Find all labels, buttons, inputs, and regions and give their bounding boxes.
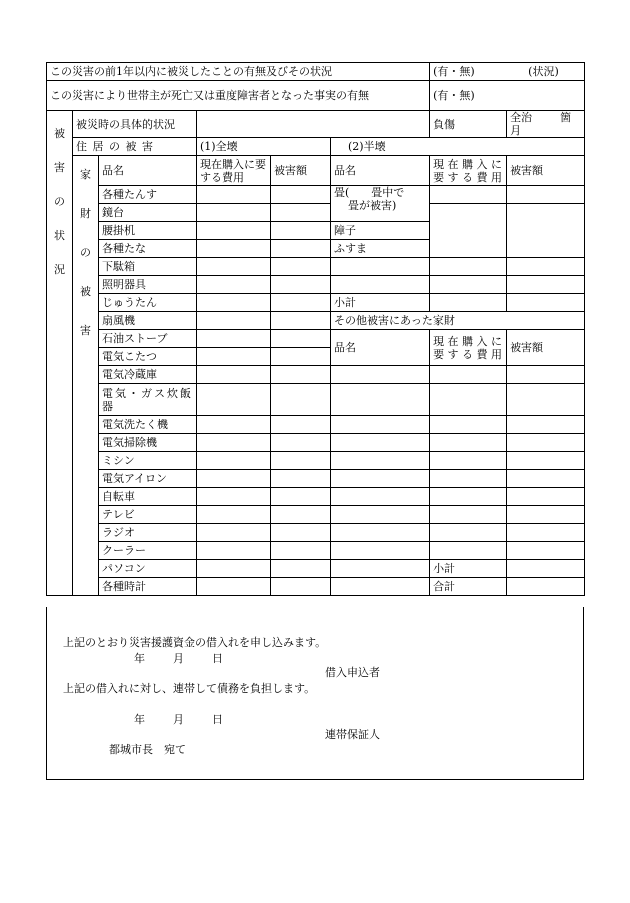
item-name: 電気・ガス炊飯器	[99, 384, 197, 416]
damage-side-label: 被 害 の 状 況	[47, 111, 73, 596]
damage-table	[46, 62, 585, 596]
damage-cell[interactable]	[271, 506, 331, 524]
damage-cell[interactable]	[507, 276, 585, 294]
half-destruction-option[interactable]: (2)半壊	[331, 138, 585, 156]
damage-cell[interactable]	[271, 542, 331, 560]
table-row	[47, 384, 585, 416]
damage-cell[interactable]	[507, 416, 585, 434]
cost-cell[interactable]	[197, 240, 271, 258]
cost-cell[interactable]	[197, 348, 271, 366]
item-name: 各種たんす	[99, 186, 197, 204]
date-line-1[interactable]: 年 月 日	[134, 652, 223, 665]
item-name: 障子	[331, 222, 430, 240]
cost-cell[interactable]	[430, 434, 507, 452]
damage-cell[interactable]	[271, 294, 331, 312]
applicant-label: 借入申込者	[325, 666, 380, 679]
cost-cell[interactable]	[430, 276, 507, 294]
cost-cell[interactable]	[197, 488, 271, 506]
subtotal-label: 小計	[331, 294, 430, 312]
damage-cell[interactable]	[507, 506, 585, 524]
table-row	[47, 506, 585, 524]
other-items-label: その他被害にあった家財	[331, 312, 585, 330]
concrete-field[interactable]	[197, 111, 430, 138]
damage-cell[interactable]	[271, 578, 331, 596]
damage-cell[interactable]	[507, 434, 585, 452]
item-name: パソコン	[99, 560, 197, 578]
damage-cell[interactable]	[271, 434, 331, 452]
date-line-2[interactable]: 年 月 日	[134, 713, 223, 726]
table-row	[47, 204, 585, 222]
addressee: 都城市長 宛て	[109, 743, 186, 756]
cost-cell[interactable]	[197, 416, 271, 434]
cost-cell[interactable]	[430, 384, 507, 416]
table-row	[47, 524, 585, 542]
table-row	[47, 578, 585, 596]
item-name[interactable]	[331, 560, 430, 578]
table-row	[47, 416, 585, 434]
damage-cell[interactable]	[271, 186, 331, 204]
guarantor-label: 連帯保証人	[325, 728, 380, 741]
item-name: テレビ	[99, 506, 197, 524]
damage-cell[interactable]	[271, 330, 331, 348]
damage-cell[interactable]	[271, 312, 331, 330]
loan-text: 上記のとおり災害援護資金の借入れを申し込みます。	[63, 636, 327, 649]
item-name: 腰掛机	[99, 222, 197, 240]
tatami-item: 畳( 畳中で 畳が被害)	[331, 186, 430, 222]
item-name: ふすま	[331, 240, 430, 258]
damage-cell[interactable]	[507, 294, 585, 312]
item-name[interactable]	[331, 452, 430, 470]
item-name: じゅうたん	[99, 294, 197, 312]
previous-disaster-field[interactable]	[430, 63, 585, 81]
item-name: 石油ストーブ	[99, 330, 197, 348]
damage-cell[interactable]	[271, 222, 331, 240]
cost-cell[interactable]	[197, 330, 271, 348]
item-name: 下駄箱	[99, 258, 197, 276]
col-damage-header: 被害額	[271, 156, 331, 186]
damage-cell[interactable]	[271, 384, 331, 416]
item-name[interactable]	[331, 542, 430, 560]
item-name[interactable]	[331, 276, 430, 294]
damage-cell[interactable]	[507, 452, 585, 470]
cost-cell[interactable]	[430, 506, 507, 524]
cost-cell[interactable]	[430, 452, 507, 470]
recovery-field[interactable]: 全治 箇月	[507, 111, 585, 138]
cost-cell[interactable]	[197, 186, 271, 204]
item-name: 自転車	[99, 488, 197, 506]
damage-cell[interactable]	[271, 488, 331, 506]
cost-cell[interactable]	[197, 276, 271, 294]
death-injury-row	[47, 81, 585, 111]
injury-label: 負傷	[430, 111, 507, 138]
table-row	[47, 470, 585, 488]
col-damage-header-other: 被害額	[507, 330, 585, 366]
damage-cell[interactable]	[271, 470, 331, 488]
damage-cell[interactable]	[271, 560, 331, 578]
residence-label: 住 居 の 被 害	[73, 138, 197, 156]
item-name[interactable]	[331, 506, 430, 524]
cost-cell[interactable]	[197, 222, 271, 240]
damage-cell[interactable]	[507, 204, 585, 258]
damage-cell[interactable]	[271, 276, 331, 294]
full-destruction-option[interactable]: (1)全壊	[197, 138, 331, 156]
table-row	[47, 366, 585, 384]
cost-cell[interactable]	[197, 384, 271, 416]
col-cost-header: 現在購入に要する費用	[197, 156, 271, 186]
damage-cell[interactable]	[507, 366, 585, 384]
col-cost-header-other: 現 在 購 入 に 要 す る 費 用	[430, 330, 507, 366]
damage-cell[interactable]	[507, 186, 585, 204]
item-name: 各種たな	[99, 240, 197, 258]
item-name: 電気洗たく機	[99, 416, 197, 434]
cost-cell[interactable]	[430, 488, 507, 506]
damage-cell[interactable]	[271, 366, 331, 384]
table-row	[47, 330, 585, 348]
cost-cell[interactable]	[197, 542, 271, 560]
item-name[interactable]	[331, 524, 430, 542]
table-row	[47, 560, 585, 578]
damage-cell[interactable]	[507, 488, 585, 506]
cost-cell[interactable]	[197, 204, 271, 222]
household-side-label: 家 財 の 被 害	[73, 156, 99, 596]
cost-cell[interactable]	[430, 294, 507, 312]
col-item-header: 品名	[99, 156, 197, 186]
damage-cell[interactable]	[507, 384, 585, 416]
cost-cell[interactable]	[197, 578, 271, 596]
item-name: 扇風機	[99, 312, 197, 330]
table-row	[47, 542, 585, 560]
previous-disaster-yesno[interactable]: (有・無)	[433, 65, 475, 78]
guarantee-text: 上記の借入れに対し、連帯して債務を負担します。	[63, 682, 316, 695]
table-row	[47, 276, 585, 294]
damage-cell[interactable]	[271, 240, 331, 258]
cost-cell[interactable]	[430, 258, 507, 276]
table-row	[47, 312, 585, 330]
months-label: 箇月	[510, 111, 572, 137]
table-row	[47, 258, 585, 276]
cost-cell[interactable]	[430, 416, 507, 434]
damage-cell[interactable]	[271, 348, 331, 366]
item-name[interactable]	[331, 366, 430, 384]
subtotal-label-2: 小計	[430, 560, 507, 578]
damage-cell[interactable]	[271, 416, 331, 434]
concrete-label: 被災時の具体的状況	[73, 111, 197, 138]
damage-cell[interactable]	[507, 578, 585, 596]
damage-cell[interactable]	[507, 524, 585, 542]
item-name: ミシン	[99, 452, 197, 470]
item-name[interactable]	[331, 470, 430, 488]
table-row	[47, 434, 585, 452]
col-item-header-right: 品名	[331, 156, 430, 186]
concrete-row	[47, 111, 585, 138]
damage-cell[interactable]	[271, 524, 331, 542]
col-item-header-other: 品名	[331, 330, 430, 366]
previous-disaster-status: (状況)	[528, 65, 559, 78]
household-header-row	[47, 156, 585, 186]
damage-cell[interactable]	[507, 470, 585, 488]
cost-cell[interactable]	[430, 542, 507, 560]
item-name: 鏡台	[99, 204, 197, 222]
application-form	[46, 62, 584, 596]
cost-cell[interactable]	[197, 560, 271, 578]
item-name[interactable]	[331, 258, 430, 276]
item-name: 電気冷蔵庫	[99, 366, 197, 384]
residence-row	[47, 138, 585, 156]
item-name[interactable]	[331, 578, 430, 596]
death-injury-yesno[interactable]: (有・無)	[430, 81, 585, 111]
cost-cell[interactable]	[197, 452, 271, 470]
cost-cell[interactable]	[197, 258, 271, 276]
item-name: 電気掃除機	[99, 434, 197, 452]
item-name[interactable]	[331, 434, 430, 452]
cost-cell[interactable]	[197, 312, 271, 330]
item-name: ラジオ	[99, 524, 197, 542]
signature-section	[46, 607, 584, 780]
table-row	[47, 294, 585, 312]
damage-cell[interactable]	[271, 452, 331, 470]
cost-cell[interactable]	[197, 524, 271, 542]
cost-cell[interactable]	[197, 366, 271, 384]
item-name: 照明器具	[99, 276, 197, 294]
item-name[interactable]	[331, 488, 430, 506]
cost-cell[interactable]	[430, 186, 507, 204]
damage-cell[interactable]	[507, 542, 585, 560]
death-injury-label: この災害により世帯主が死亡又は重度障害者となった事実の有無	[47, 81, 430, 111]
item-name[interactable]	[331, 416, 430, 434]
damage-cell[interactable]	[507, 258, 585, 276]
col-cost-header-right: 現 在 購 入 に 要 す る 費 用	[430, 156, 507, 186]
table-row	[47, 186, 585, 204]
previous-disaster-label: この災害の前1年以内に被災したことの有無及びその状況	[47, 63, 430, 81]
cost-cell[interactable]	[430, 524, 507, 542]
col-damage-header-right: 被害額	[507, 156, 585, 186]
item-name[interactable]	[331, 384, 430, 416]
cost-cell[interactable]	[430, 204, 507, 258]
cost-cell[interactable]	[197, 470, 271, 488]
cost-cell[interactable]	[430, 470, 507, 488]
previous-disaster-row	[47, 63, 585, 81]
table-row	[47, 488, 585, 506]
cost-cell[interactable]	[430, 366, 507, 384]
damage-cell[interactable]	[271, 204, 331, 222]
cost-cell[interactable]	[197, 434, 271, 452]
cost-cell[interactable]	[197, 294, 271, 312]
table-row	[47, 452, 585, 470]
item-name: クーラー	[99, 542, 197, 560]
item-name: 電気こたつ	[99, 348, 197, 366]
item-name: 各種時計	[99, 578, 197, 596]
damage-cell[interactable]	[507, 560, 585, 578]
total-label: 合計	[430, 578, 507, 596]
cost-cell[interactable]	[197, 506, 271, 524]
damage-cell[interactable]	[271, 258, 331, 276]
item-name: 電気アイロン	[99, 470, 197, 488]
